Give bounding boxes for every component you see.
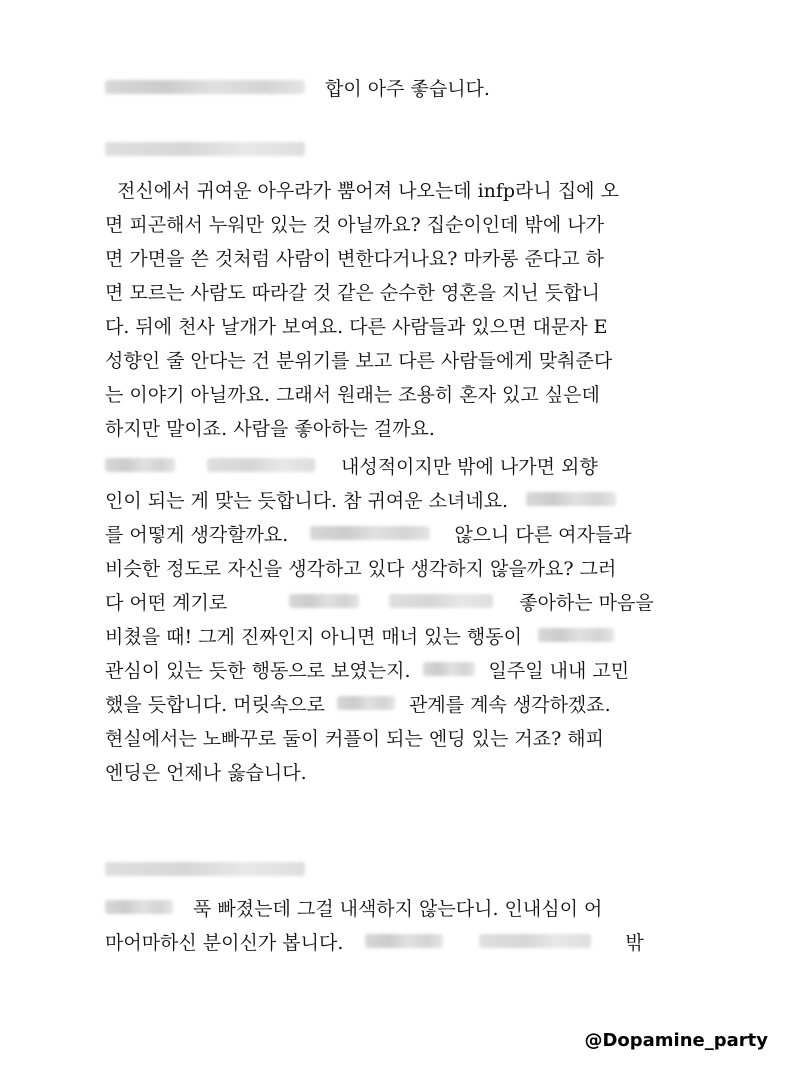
text-line (105, 584, 665, 618)
text-line (105, 482, 665, 516)
redacted-text (479, 934, 591, 948)
redacted-text (105, 458, 175, 472)
text-segment: 다 어떤 계기로 (105, 591, 228, 614)
redacted-heading (105, 132, 665, 166)
text-segment: 좋아하는 마음을 (519, 591, 654, 614)
text-segment: 일주일 내내 고민 (488, 659, 630, 682)
text-line (105, 516, 665, 550)
text-line: 다. 뒤에 천사 날개가 보여요. 다른 사람들과 있으면 대문자 E (105, 315, 608, 338)
redacted-text (365, 934, 443, 948)
redacted-text (105, 80, 305, 94)
text-line (105, 924, 665, 958)
redacted-text (105, 900, 173, 914)
text-segment: 비쳤을 때! 그게 진짜인지 아니면 매너 있는 행동이 (105, 625, 522, 648)
text-segment: 관계를 계속 생각하겠죠. (409, 693, 611, 716)
redacted-text (105, 862, 305, 876)
redacted-text (538, 628, 614, 642)
text-line: 면 모르는 사람도 따라갈 것 같은 순수한 영혼을 지닌 듯합니 (105, 281, 600, 304)
text-line: 면 가면을 쓴 것처럼 사람이 변한다거나요? 마카롱 준다고 하 (105, 247, 605, 270)
text-line: 성향인 줄 안다는 건 분위기를 보고 다른 사람들에게 맞춰준다 (105, 349, 613, 372)
redacted-text (207, 458, 315, 472)
text-line: 현실에서는 노빠꾸로 둘이 커플이 되는 엔딩 있는 거죠? 해피 (105, 727, 605, 750)
text-line (105, 890, 665, 924)
text-segment: 합이 아주 좋습니다. (325, 77, 490, 100)
text-line (105, 686, 665, 720)
text-segment: 마어마하신 분이신가 봅니다. (105, 931, 344, 954)
watermark-handle: @Dopamine_party (584, 1030, 768, 1051)
redacted-text (337, 696, 395, 710)
text-line: 면 피곤해서 누워만 있는 것 아닐까요? 집순이인데 밖에 나가 (105, 213, 605, 236)
redacted-text (389, 594, 493, 608)
text-line (105, 448, 665, 482)
redacted-text (310, 526, 430, 540)
text-line: 는 이야기 아닐까요. 그래서 원래는 조용히 혼자 있고 싶은데 (105, 383, 600, 406)
redacted-text (289, 594, 359, 608)
text-segment: 인이 되는 게 맞는 듯합니다. 참 귀여운 소녀네요. (105, 489, 509, 512)
text-segment: 했을 듯합니다. 머릿속으로 (105, 693, 326, 716)
text-segment: 푹 빠졌는데 그걸 내색하지 않는다니. 인내심이 어 (193, 897, 603, 920)
text-line: 비슷한 정도로 자신을 생각하고 있다 생각하지 않을까요? 그러 (105, 557, 617, 580)
text-segment: 않으니 다른 여자들과 (454, 523, 632, 546)
text-segment: 관심이 있는 듯한 행동으로 보였는지. (105, 659, 411, 682)
text-line: 엔딩은 언제나 옳습니다. (105, 761, 307, 784)
text-segment: 내성적이지만 밖에 나가면 외향 (341, 455, 598, 478)
text-line (105, 70, 665, 104)
text-line: 전신에서 귀여운 아우라가 뿜어져 나오는데 infp라니 집에 오 (117, 179, 619, 202)
redacted-text (105, 142, 305, 156)
redacted-text (526, 492, 616, 506)
text-line (105, 652, 665, 686)
text-line (105, 618, 665, 652)
text-line: 하지만 말이죠. 사람을 좋아하는 걸까요. (105, 417, 435, 440)
redacted-heading (105, 852, 665, 886)
text-segment: 를 어떻게 생각할까요. (105, 523, 289, 546)
redacted-text (423, 662, 475, 676)
text-segment: 밖 (625, 931, 644, 954)
